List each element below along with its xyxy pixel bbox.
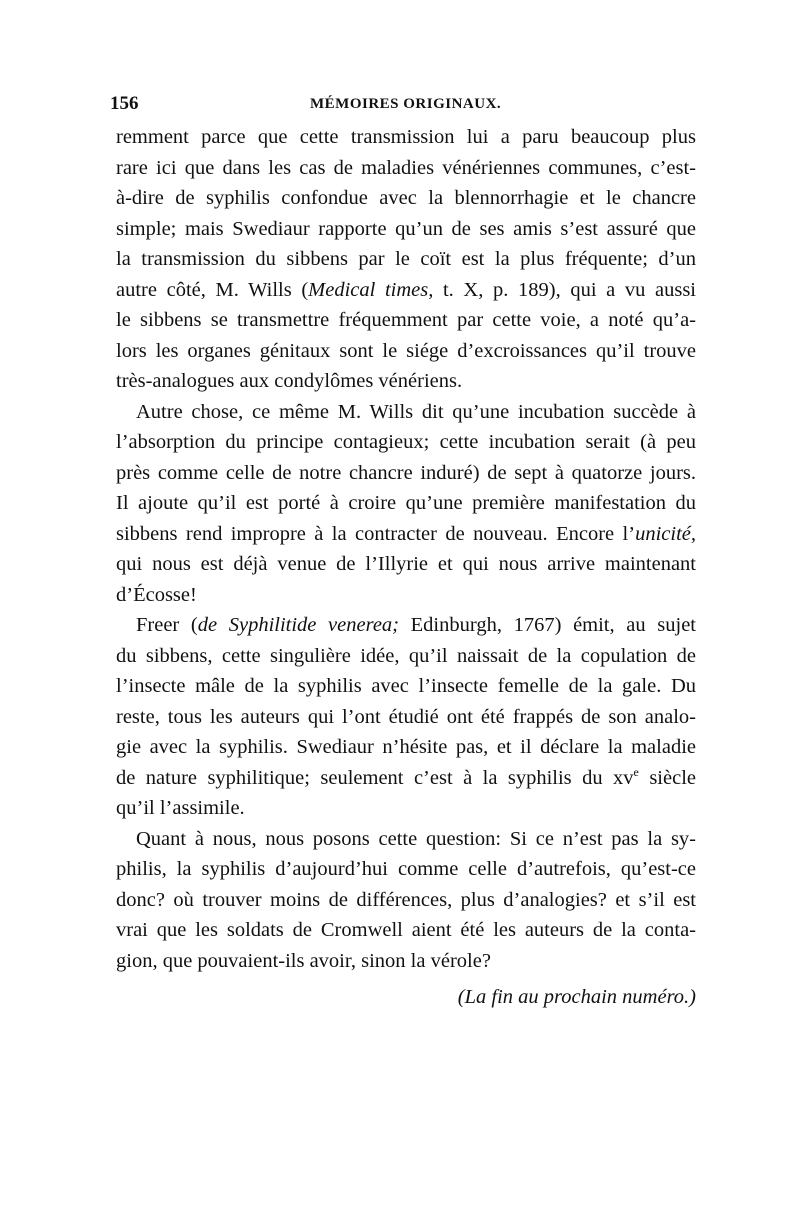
text-line: d’Écosse! bbox=[116, 583, 197, 606]
text-line: à-dire de syphilis confondue avec la blennorrhagie et le chancre bbox=[116, 187, 696, 209]
text-segment: t. X, p. 189), qui a vu aussi bbox=[433, 278, 696, 301]
paragraph-start: Autre chose, ce même M. Wills dit qu’une incubation succède à bbox=[136, 400, 696, 423]
text-line: philis, la syphilis d’aujourd’hui comme celle d’autrefois, qu’est-ce bbox=[116, 858, 696, 880]
italic-word: unicité, bbox=[635, 522, 696, 545]
text-line: l’absorption du principe contagieux; cette incubation serait (à peu bbox=[116, 431, 696, 453]
text-segment: siècle bbox=[638, 766, 696, 789]
text-segment: sibbens rend impropre à la contracter de nouveau. Encore l’ bbox=[116, 522, 636, 545]
text-line: qui nous est déjà venue de l’Illyrie et qui nous arrive maintenant bbox=[116, 553, 696, 575]
body-text bbox=[116, 122, 696, 1014]
paragraph-start bbox=[116, 610, 696, 641]
italic-title: Medical times, bbox=[308, 278, 434, 301]
superscript: e bbox=[633, 764, 639, 779]
continuation-note: (La fin au prochain numéro.) bbox=[457, 986, 696, 1008]
text-line bbox=[116, 519, 696, 550]
text-line: rare ici que dans les cas de maladies vénériennes communes, c’est- bbox=[116, 156, 696, 179]
text-line: Il ajoute qu’il est porté à croire qu’une première manifestation du bbox=[116, 492, 696, 514]
text-line: lors les organes génitaux sont le siége d’excroissances qu’il trouve bbox=[116, 339, 696, 362]
running-title: MÉMOIRES ORIGINAUX. bbox=[310, 96, 502, 112]
text-line: la transmission du sibbens par le coït est la plus fréquente; d’un bbox=[116, 248, 696, 270]
text-line: l’insecte mâle de la syphilis avec l’insecte femelle de la gale. Du bbox=[116, 675, 696, 697]
text-segment: Edinburgh, 1767) émit, au sujet bbox=[399, 614, 696, 636]
text-line bbox=[116, 763, 696, 794]
paragraph-start: Quant à nous, nous posons cette question: Si ce n’est pas la sy- bbox=[136, 827, 696, 850]
text-segment: autre côté, M. Wills ( bbox=[116, 278, 309, 301]
text-line bbox=[116, 275, 696, 306]
text-segment: de nature syphilitique; seulement c’est à la syphilis du xv bbox=[116, 766, 634, 789]
text-line: qu’il l’assimile. bbox=[116, 797, 245, 819]
text-line: du sibbens, cette singulière idée, qu’il naissait de la copulation de bbox=[116, 644, 696, 667]
text-line: gion, que pouvaient-ils avoir, sinon la vérole? bbox=[116, 949, 491, 972]
text-line: près comme celle de notre chancre induré) de sept à quatorze jours. bbox=[116, 461, 696, 484]
text-segment: Freer ( bbox=[136, 614, 198, 636]
page-number: 156 bbox=[110, 93, 139, 114]
page-header bbox=[110, 93, 696, 123]
text-line: reste, tous les auteurs qui l’ont étudié ont été frappés de son analo- bbox=[116, 705, 696, 728]
text-line: vrai que les soldats de Cromwell aient été les auteurs de la conta- bbox=[116, 919, 696, 941]
text-line: gie avec la syphilis. Swediaur n’hésite pas, et il déclare la maladie bbox=[116, 736, 696, 758]
text-line: donc? où trouver moins de différences, plus d’analogies? et s’il est bbox=[116, 888, 696, 911]
italic-title: de Syphilitide venerea; bbox=[197, 614, 399, 636]
text-line: le sibbens se transmettre fréquemment par cette voie, a noté qu’a- bbox=[116, 309, 696, 331]
text-line: remment parce que cette transmission lui a paru beaucoup plus bbox=[116, 126, 696, 148]
text-line: simple; mais Swediaur rapporte qu’un de ses amis s’est assuré que bbox=[116, 217, 696, 240]
text-line: très-analogues aux condylômes vénériens. bbox=[116, 370, 463, 392]
